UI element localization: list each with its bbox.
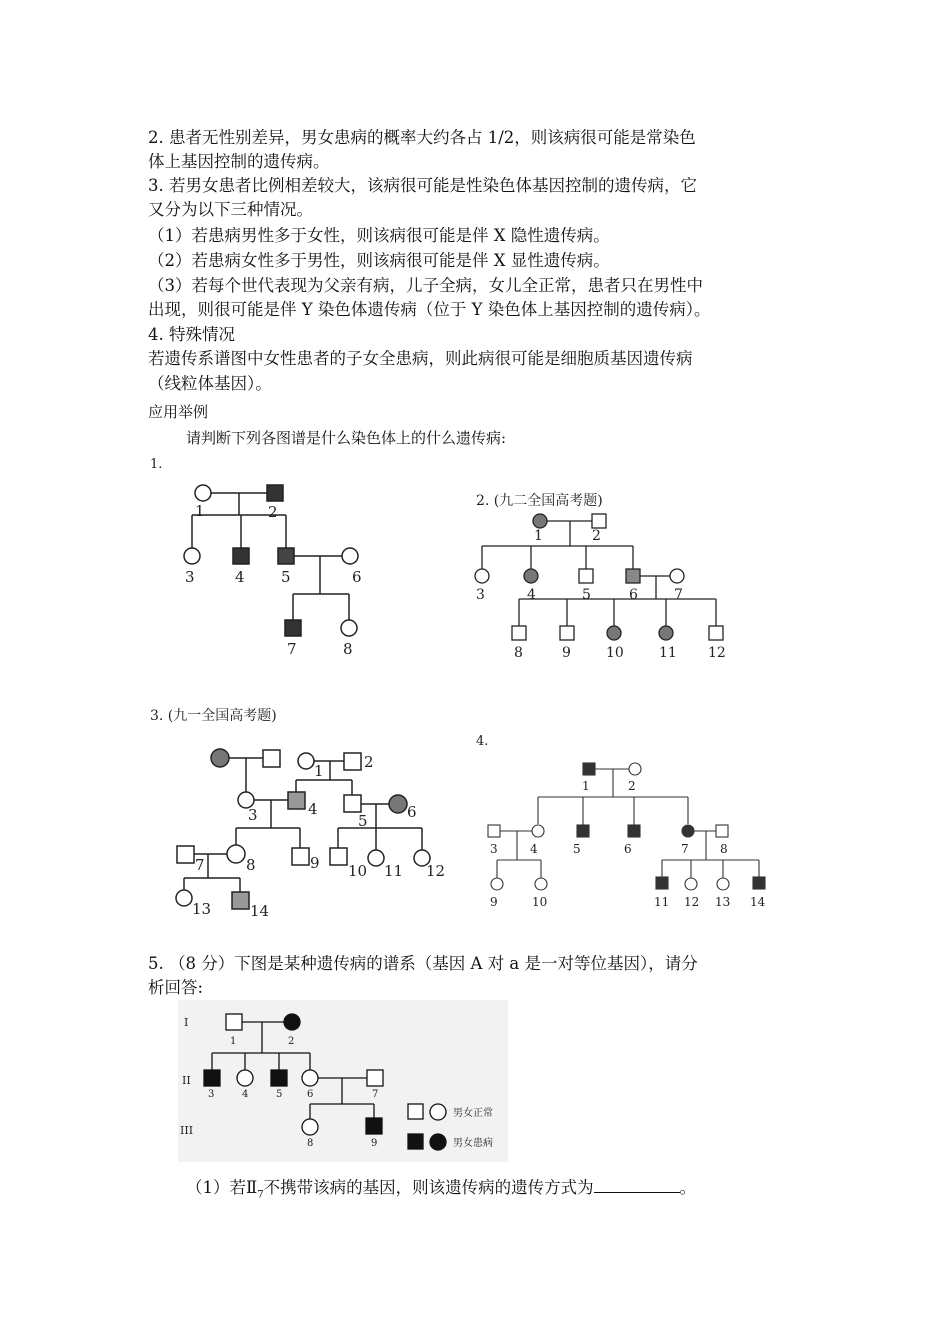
fig4-female-9 <box>491 878 503 890</box>
fig3-id-6: 6 <box>407 803 417 821</box>
fig4-male-3 <box>488 825 500 837</box>
fig2-id-2: 2 <box>592 528 601 544</box>
fig4-id-8: 8 <box>720 842 728 856</box>
fig1-id-7: 7 <box>287 640 297 658</box>
fig2-id-1: 1 <box>534 528 543 544</box>
fig3-id-3: 3 <box>248 806 258 824</box>
fig3-id-4: 4 <box>308 800 318 818</box>
fig1-id-1: 1 <box>195 502 205 520</box>
fig1-id-4: 4 <box>235 568 245 586</box>
para-2-line-1: 2. 患者无性别差异，男女患病的概率大约各占 1/2，则该病很可能是常染色 <box>148 128 696 147</box>
fig1-male-2 <box>267 485 283 501</box>
pedigree-figure-2 <box>470 485 760 670</box>
fig3-id-10: 10 <box>348 862 368 880</box>
fig5-gen-III: III <box>180 1124 194 1137</box>
fig5-male-3 <box>204 1070 220 1086</box>
fig5-female-4 <box>237 1070 253 1086</box>
fig4-id-1: 1 <box>582 779 590 793</box>
para-4-line-1: 若遗传系谱图中女性患者的子女全患病，则此病很可能是细胞质基因遗传病 <box>148 349 693 368</box>
fig4-female-4 <box>532 825 544 837</box>
fig1-female-1 <box>195 485 211 501</box>
fig3-label: 3. (九一全国高考题) <box>150 708 277 724</box>
fig2-id-12: 12 <box>708 645 726 661</box>
fig4-male-1 <box>583 763 595 775</box>
fig3-male-9 <box>292 848 309 865</box>
fig3-male-5 <box>344 795 361 812</box>
fig2-id-7: 7 <box>674 587 683 603</box>
fig2-female-7 <box>670 569 684 583</box>
para-3-case-2: （2）若患病女性多于男性，则该病很可能是伴 X 显性遗传病。 <box>148 251 610 270</box>
fig5-id-6: 6 <box>307 1089 314 1100</box>
fig4-female-10 <box>535 878 547 890</box>
q5-line-2: 析回答: <box>148 978 204 997</box>
fig4-id-14: 14 <box>750 895 766 909</box>
fig3-id-5: 5 <box>358 812 368 830</box>
fig3-id-13: 13 <box>192 900 212 918</box>
fig3-male-4 <box>288 792 305 809</box>
fig4-id-2: 2 <box>628 779 636 793</box>
para-4-line-2: （线粒体基因）。 <box>148 374 272 393</box>
legend-affected-label: 男女患病 <box>453 1138 493 1149</box>
fig3-male-14 <box>232 892 249 909</box>
fig4-female-7 <box>682 825 694 837</box>
fig5-male-9 <box>366 1118 382 1134</box>
q5-line-1: 5. （8 分）下图是某种遗传病的谱系（基因 A 对 a 是一对等位基因），请分 <box>148 954 698 973</box>
fig3-female-11 <box>368 850 384 866</box>
fig3-id-2: 2 <box>364 753 374 771</box>
fig3-female-8 <box>227 845 245 863</box>
fig2-female-4 <box>524 569 538 583</box>
fig4-id-5: 5 <box>573 842 581 856</box>
fig4-id-6: 6 <box>624 842 632 856</box>
fig5-male-5 <box>271 1070 287 1086</box>
fig2-id-5: 5 <box>582 587 591 603</box>
fig1-female-6 <box>342 548 358 564</box>
fig3-female-1 <box>298 753 314 769</box>
fig4-id-13: 13 <box>715 895 731 909</box>
fig2-id-10: 10 <box>606 645 624 661</box>
q5-sub1-body: 不携带该病的基因，则该遗传病的遗传方式为 <box>263 1178 594 1197</box>
fig4-id-11: 11 <box>654 895 670 909</box>
fig4-id-7: 7 <box>681 842 689 856</box>
fig4-id-3: 3 <box>490 842 498 856</box>
fig5-gen-II: II <box>182 1074 191 1087</box>
fig4-id-9: 9 <box>490 895 498 909</box>
fig5-female-6 <box>302 1070 318 1086</box>
fig1-id-6: 6 <box>352 568 362 586</box>
fig3-id-7: 7 <box>195 856 205 874</box>
para-3-case-1: （1）若患病男性多于女性，则该病很可能是伴 X 隐性遗传病。 <box>148 226 610 245</box>
pedigree-figure-4 <box>470 728 780 918</box>
fig3-id-14: 14 <box>250 902 270 920</box>
fig5-gen-I: I <box>184 1016 189 1029</box>
fig1-id-3: 3 <box>185 568 195 586</box>
fig4-female-12 <box>685 878 697 890</box>
para-3-case-3-line-1: （3）若每个世代表现为父亲有病，儿子全病，女儿全正常，患者只在男性中 <box>148 276 703 295</box>
fig2-id-11: 11 <box>659 645 677 661</box>
fig2-id-4: 4 <box>527 587 536 603</box>
fig2-label: 2. (九二全国高考题) <box>476 493 603 509</box>
fig1-id-5: 5 <box>281 568 291 586</box>
fig5-id-5: 5 <box>276 1089 283 1100</box>
fig3-id-12: 12 <box>426 862 446 880</box>
para-3-line-2: 又分为以下三种情况。 <box>148 200 313 219</box>
fig5-id-9: 9 <box>371 1138 378 1149</box>
legend-affected-female-icon <box>430 1134 446 1150</box>
fig4-female-2 <box>629 763 641 775</box>
para-3-case-3-line-2: 出现，则很可能是伴 Y 染色体遗传病（位于 Y 染色体上基因控制的遗传病）。 <box>148 300 711 319</box>
pedigree-figure-1 <box>140 450 380 665</box>
fig3-female-a <box>211 749 229 767</box>
fig4-male-14 <box>753 877 765 889</box>
q5-sub1-subscript: 7 <box>257 1189 264 1201</box>
fig2-female-1 <box>533 514 547 528</box>
para-3-line-1: 3. 若男女患者比例相差较大，该病很可能是性染色体基因控制的遗传病，它 <box>148 176 697 195</box>
fig2-male-9 <box>560 626 574 640</box>
apply-title: 应用举例 <box>148 403 209 421</box>
legend-affected-male-icon <box>408 1134 423 1149</box>
fig3-id-8: 8 <box>246 856 256 874</box>
fig5-id-7: 7 <box>372 1089 379 1100</box>
fig2-male-6 <box>626 569 640 583</box>
q5-sub1-end: 。 <box>679 1178 697 1197</box>
q5-sub1-prefix: （1）若Ⅱ <box>186 1178 258 1197</box>
fig3-male-10 <box>330 848 347 865</box>
fig2-male-2 <box>592 514 606 528</box>
fig1-label: 1. <box>150 457 163 472</box>
fig5-male-7 <box>367 1070 383 1086</box>
para-4-title: 4. 特殊情况 <box>148 325 235 344</box>
fig3-female-6 <box>389 795 407 813</box>
fig2-male-5 <box>579 569 593 583</box>
fig1-male-5 <box>278 548 294 564</box>
legend-normal-male-icon <box>408 1104 423 1119</box>
fig2-male-12 <box>709 626 723 640</box>
fig3-id-1: 1 <box>314 762 324 780</box>
fig5-female-2 <box>284 1014 300 1030</box>
fig2-female-3 <box>475 569 489 583</box>
fig2-female-11 <box>659 626 673 640</box>
fig4-id-4: 4 <box>530 842 538 856</box>
fig1-male-7 <box>285 620 301 636</box>
fig5-id-8: 8 <box>307 1138 314 1149</box>
fig5-id-4: 4 <box>242 1089 249 1100</box>
fig4-male-5 <box>577 825 589 837</box>
fig2-id-6: 6 <box>629 587 638 603</box>
fig1-female-3 <box>184 548 200 564</box>
fig4-male-6 <box>628 825 640 837</box>
fig2-id-8: 8 <box>514 645 523 661</box>
fig3-male-7 <box>177 846 194 863</box>
fig1-male-4 <box>233 548 249 564</box>
legend-normal-female-icon <box>430 1104 446 1120</box>
fig2-female-10 <box>607 626 621 640</box>
question-text: 请判断下列各图谱是什么染色体上的什么遗传病: <box>186 429 507 447</box>
fig1-id-8: 8 <box>343 640 353 658</box>
q5-sub-question-1 <box>186 1176 696 1207</box>
fig5-id-2: 2 <box>288 1036 295 1047</box>
fig4-male-11 <box>656 877 668 889</box>
para-2-line-2: 体上基因控制的遗传病。 <box>148 152 330 171</box>
fig5-female-8 <box>302 1119 318 1135</box>
fig3-male-b <box>263 750 280 767</box>
fig4-male-8 <box>716 825 728 837</box>
fig3-id-9: 9 <box>310 854 320 872</box>
pedigree-figure-5 <box>178 1000 508 1162</box>
fig3-female-13 <box>176 890 192 906</box>
fig4-female-13 <box>717 878 729 890</box>
fig5-id-3: 3 <box>208 1089 215 1100</box>
fig2-id-9: 9 <box>562 645 571 661</box>
fig2-male-8 <box>512 626 526 640</box>
answer-blank[interactable] <box>594 1176 680 1193</box>
fig3-id-11: 11 <box>384 862 404 880</box>
fig4-id-12: 12 <box>684 895 700 909</box>
fig5-id-1: 1 <box>230 1036 237 1047</box>
fig5-male-1 <box>226 1014 242 1030</box>
fig2-id-3: 3 <box>476 587 485 603</box>
fig1-female-8 <box>341 620 357 636</box>
pedigree-figure-3 <box>140 700 460 930</box>
fig3-male-2 <box>344 753 361 770</box>
fig4-id-10: 10 <box>532 895 548 909</box>
fig4-label: 4. <box>476 734 489 749</box>
fig1-id-2: 2 <box>268 503 278 521</box>
legend-normal-label: 男女正常 <box>453 1108 493 1119</box>
